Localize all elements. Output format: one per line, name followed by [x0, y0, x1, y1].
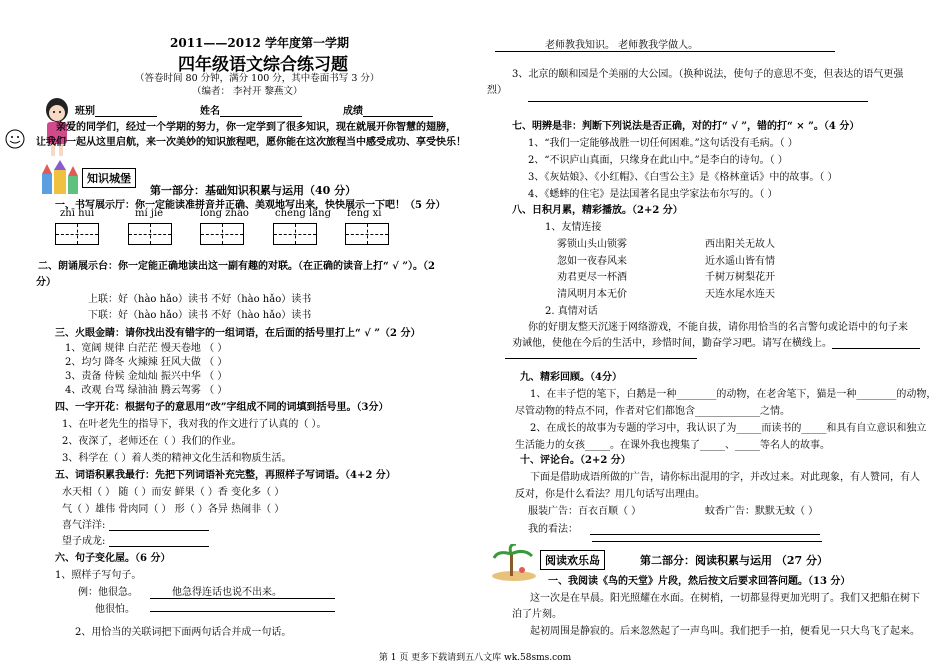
q4-title: 四、一字开花：根据句子的意思用“改”字组成不同的词填到括号里。（3分）: [55, 402, 389, 413]
q9-line-1: 1、在丰子恺的笔下，白鹅是一种________的动物，在老舍笔下，猫是一种________的动物，: [530, 389, 937, 400]
q7-title: 七、明辨是非：判断下列说法是否正确，对的打“ √ ”，错的打“ × ”。（4 分）: [512, 121, 860, 132]
q6-sub-1: 1、照样子写句子。: [55, 570, 142, 581]
answer-line[interactable]: [528, 101, 868, 102]
writing-grid-4[interactable]: [273, 223, 317, 248]
editors: （编者： 李衬开 黎燕文）: [192, 86, 303, 97]
banner-reading-island: 阅读欢乐岛: [540, 550, 605, 570]
q6-title: 六、句子变化屋。（6 分）: [55, 553, 171, 564]
intro-line-1: 亲爱的同学们，经过一个学期的努力，你一定学到了很多知识，现在就展开你智慧的翅膀，: [56, 122, 456, 133]
q2-title-cont: 分）: [36, 277, 56, 288]
pinyin-2: mí jié: [135, 208, 164, 219]
q10-ad-2: 蚊香广告：默默无蚊（ ）: [705, 506, 819, 517]
q5-title: 五、词语积累我最行：先把下列词语补充完整，再照样子写词语。（4+2 分）: [55, 470, 396, 481]
q5-item-b[interactable]: 望子成龙:: [62, 532, 209, 547]
q9-line-2: 尽管动物的特点不同，作者对它们都饱含_____________之情。: [515, 406, 790, 417]
q3-row-4: 4、改观 台骂 绿油油 腾云驾雾 （ ）: [65, 385, 228, 396]
poem-left-4: 清风明月本无价: [557, 289, 627, 300]
q7-row-4: 4、《蟋蟀的住宅》是法国著名昆虫学家法布尔写的。（ ）: [528, 189, 778, 200]
intro-line-2: 让我们一起从这里启航，来一次美妙的知识旅程吧，愿你能在这次旅程当中感受成功、享受快乐！: [36, 137, 466, 148]
island-illustration: [490, 544, 538, 582]
q10-title: 十、评论台。（2+2 分）: [520, 455, 631, 466]
q5-item-a[interactable]: 喜气洋洋:: [62, 516, 209, 531]
poem-right-4: 天连水尾水连天: [705, 289, 775, 300]
q8-sub-2: 2. 真情对话: [545, 306, 598, 317]
pinyin-4: chéng lāng: [275, 208, 331, 219]
r-q3-text-2: 烈）: [487, 85, 507, 96]
pinyin-3: lóng zhào: [200, 208, 249, 219]
writing-grid-5[interactable]: [345, 223, 389, 248]
q4-row-2: 2、夜深了，老师还在（ ）我们的作业。: [62, 436, 242, 447]
poem-left-2: 忽如一夜春风来: [557, 256, 627, 267]
page-footer: 第 1 页 更多下载请到五八文库 wk.58sms.com: [378, 653, 572, 663]
part2-title: 第二部分：阅读积累与运用 （27 分）: [640, 554, 828, 567]
carry-over-sentence: 老师教我知识。 老师教我学做人。: [545, 40, 699, 51]
class-field[interactable]: 班别: [75, 102, 157, 117]
q2-title: 二、朗诵展示台：你一定能正确地读出这一副有趣的对联。（在正确的读音上打“ √ ”）。（2: [38, 261, 435, 272]
poem-left-1: 雾锁山头山锁雾: [557, 239, 627, 250]
writing-grid-2[interactable]: [128, 223, 172, 248]
pinyin-5: fèng xì: [347, 208, 382, 219]
pinyin-1: zhī huì: [60, 208, 95, 219]
answer-line[interactable]: [495, 51, 835, 52]
q9-title: 九、精彩回顾。（4分）: [520, 372, 622, 383]
q4-row-1: 1、在叶老先生的指导下，我对我的作文进行了认真的（ ）。: [62, 419, 327, 430]
couplet-line-2: 下联：好（hào hǎo）读书 不好（hào hǎo）读书: [88, 310, 312, 321]
exam-info: （答卷时间 80 分钟，满分 100 分，其中卷面书写 3 分）: [135, 73, 380, 84]
page-title: 四年级语文综合练习题: [178, 55, 348, 75]
score-field[interactable]: 成绩: [343, 102, 433, 117]
q8-sub-1: 1、友情连接: [545, 222, 602, 233]
smiley-icon: [4, 128, 26, 150]
q5-row-1: 水天相（ ） 随（ ）而安 鲜果（ ）香 变化多（ ）: [62, 487, 285, 498]
q10-view[interactable]: 我的看法：: [528, 520, 820, 535]
q3-row-2: 2、均匀 降冬 火辣辣 狂风大做 （ ）: [65, 357, 228, 368]
q8-title: 八、日积月累，精彩播放。（2+2 分）: [512, 205, 683, 216]
reading1-para-3: 起初周围是静寂的。后来忽然起了一声鸟叫。我们把手一拍，便看见一只大鸟飞了起来。: [530, 626, 920, 637]
q3-title: 三、火眼金睛：请你找出没有错字的一组词语，在后面的括号里打上“ √ ”（2 分）: [55, 328, 421, 339]
q6-fill-label: 他很怕。: [95, 604, 135, 615]
reading1-para-1: 这一次是在早晨。阳光照耀在水面。在树梢，一切都显得更加光明了。我们又把船在树下: [530, 593, 920, 604]
q7-row-2: 2、“不识庐山真面，只缘身在此山中。”是李白的诗句。（ ）: [528, 155, 788, 166]
poem-right-1: 西出阳关无故人: [705, 239, 775, 250]
poem-right-3: 千树万树梨花开: [705, 272, 775, 283]
reading1-title: 一、我阅读《鸟的天堂》片段，然后按文后要求回答问题。（13 分）: [548, 576, 851, 587]
q7-row-1: 1、“我们一定能够战胜一切任何困难。”这句话没有毛病。（ ）: [528, 138, 798, 149]
q6-example-label: 例：他很急。: [78, 587, 138, 598]
poem-right-2: 近水遥山皆有情: [705, 256, 775, 267]
q10-para-2: 反对，你是什么看法？用几句话写出理由。: [515, 489, 705, 500]
q8-para-1: 你的好朋友整天沉迷于网络游戏，不能自拔，请你用恰当的名言警句或论语中的句子来: [528, 322, 908, 333]
part1-title: 第一部分：基础知识积累与运用（40 分）: [150, 184, 357, 197]
q3-row-1: 1、宽阔 规律 白茫茫 慢天卷地 （ ）: [65, 343, 228, 354]
q10-ad-1: 服装广告：百衣百顺（ ）: [528, 506, 642, 517]
answer-line[interactable]: [505, 358, 697, 359]
writing-grid-3[interactable]: [200, 223, 244, 248]
q10-para-1: 下面是借助成语所做的广告，请你标出混用的字，并改过来。对此现象，有人赞同，有人: [530, 472, 920, 483]
q6-sub-2: 2、用恰当的关联词把下面两句话合并成一句话。: [75, 627, 292, 638]
writing-grid-1[interactable]: [55, 223, 99, 248]
q1-title: 一、书写展示厅：你一定能读准拼音并正确、美观地写出来，快快展示一下吧！（5 分）: [55, 200, 446, 211]
reading1-para-2: 泊了片刻。: [512, 609, 562, 620]
q7-row-3: 3、《灰姑娘》、《小红帽》、《白雪公主》是《格林童话》中的故事。（ ）: [528, 172, 838, 183]
q3-row-3: 3、责备 侍候 金灿灿 振兴中华 （ ）: [65, 371, 228, 382]
q6-answer-line[interactable]: [150, 611, 335, 612]
couplet-line-1: 上联：好（hào hǎo）读书 不好（hào hǎo）读书: [88, 294, 312, 305]
poem-left-3: 劝君更尽一杯酒: [557, 272, 627, 283]
castle-illustration: [38, 160, 80, 194]
q8-para-2[interactable]: 劝诫他，使他在今后的生活中，珍惜时间，勤奋学习吧。请写在横线上。: [512, 334, 920, 349]
q9-line-3: 2、在成长的故事为专题的学习中，我认识了为_____而读书的_____和具有自立意识和独立: [530, 423, 927, 434]
r-q3-text-1: 3、北京的颐和园是个美丽的大公园。（换种说法，使句子的意思不变，但表达的语气更强: [512, 69, 904, 80]
q9-line-4: 生活能力的女孩_____。在课外我也搜集了_____、_____等名人的故事。: [515, 440, 830, 451]
q5-row-2: 气（ ）雄伟 骨肉同（ ） 形（ ）各异 热闹非（ ）: [62, 504, 285, 515]
q6-example-answer: 他急得连话也说不出来。: [150, 583, 335, 599]
year-term: 2011——2012 学年度第一学期: [170, 36, 349, 50]
answer-line[interactable]: [592, 541, 822, 542]
q4-row-3: 3、科学在（ ）着人类的精神文化生活和物质生活。: [62, 453, 292, 464]
name-field[interactable]: 姓名: [200, 102, 302, 117]
banner-knowledge-castle: 知识城堡: [82, 168, 136, 188]
